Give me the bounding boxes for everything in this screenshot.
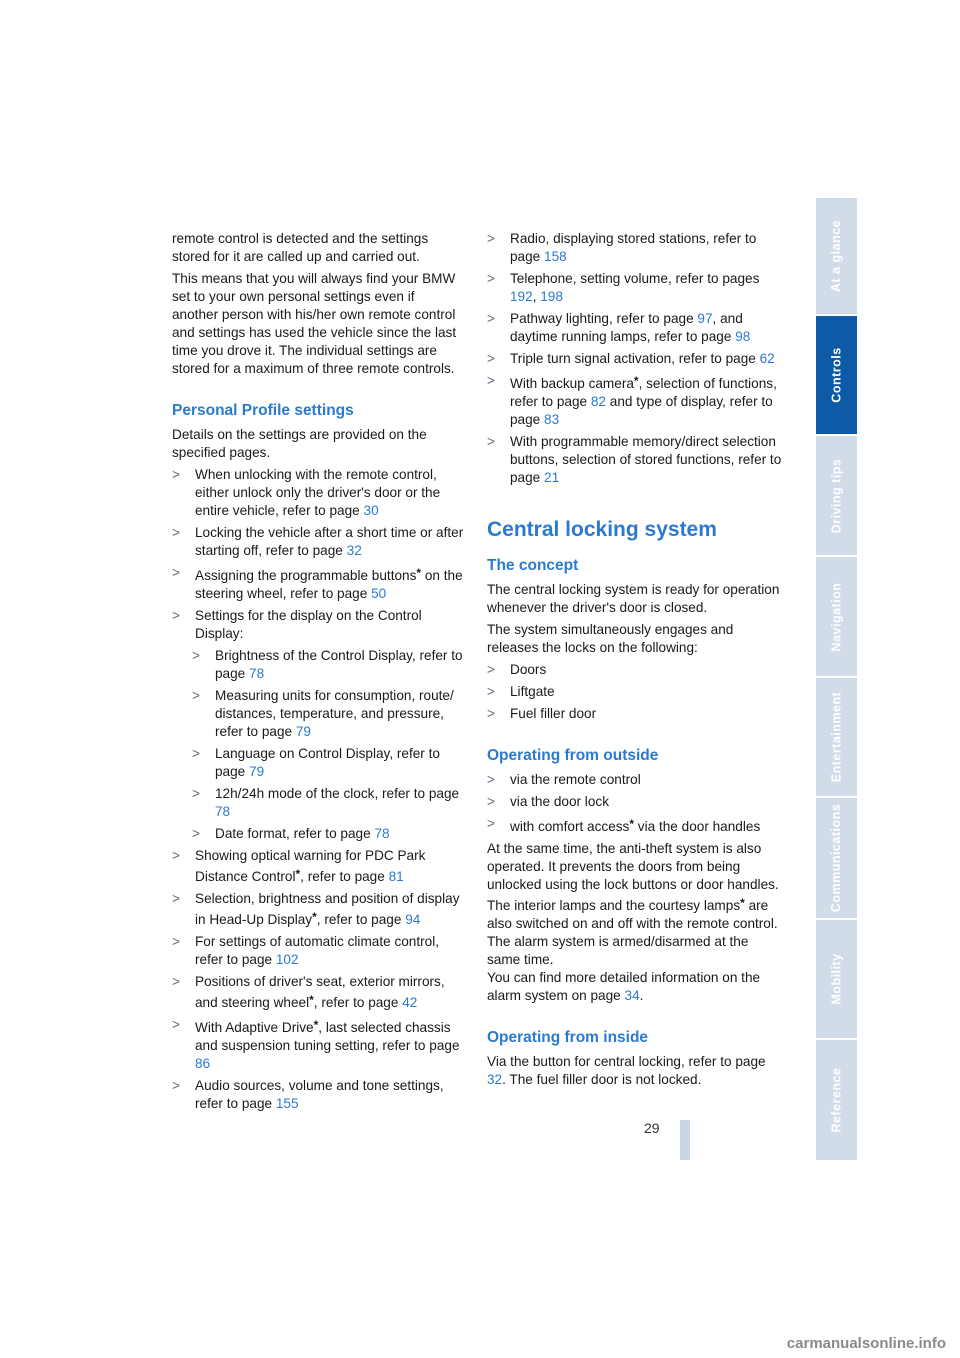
list-item: > With Adaptive Drive*, last selected chassis and suspension tuning setting, refer to page 86 [172, 1017, 460, 1071]
concept-paragraph-2: The system simultaneously engages and releases the locks on the following: [487, 622, 734, 655]
tab-controls[interactable]: Controls [816, 316, 857, 434]
page-link[interactable]: 30 [363, 503, 379, 518]
list-item: > Settings for the display on the Control Display: [172, 608, 422, 641]
tab-at-a-glance[interactable]: At a glance [816, 198, 857, 314]
details-paragraph: Details on the settings are provided on the specified pages. [172, 427, 427, 460]
tab-mobility[interactable]: Mobility [816, 920, 857, 1038]
list-item: > Selection, brightness and position of display in Head-Up Display*, refer to page 94 [172, 891, 460, 927]
heading-operating-inside: Operating from inside [487, 1029, 649, 1046]
heading-concept: The concept [487, 557, 579, 574]
list-item: > Pathway lighting, refer to page 97, and daytime running lamps, refer to page 98 [487, 311, 751, 344]
list-item: > Telephone, setting volume, refer to pages 192, 198 [487, 271, 760, 304]
page-link[interactable]: 198 [540, 289, 563, 304]
page-link[interactable]: 81 [388, 869, 404, 884]
page-link[interactable]: 94 [405, 912, 421, 927]
section-tabs [816, 198, 857, 1160]
list-item: > via the door lock [487, 794, 609, 809]
list-item: > Doors [487, 662, 547, 677]
page-link[interactable]: 98 [735, 329, 751, 344]
page-link[interactable]: 82 [590, 394, 606, 409]
page-link[interactable]: 192 [510, 289, 533, 304]
list-item: > Showing optical warning for PDC Park Distance Control*, refer to page 81 [172, 848, 426, 884]
tab-reference[interactable]: Reference [816, 1040, 857, 1160]
page-link[interactable]: 83 [544, 412, 560, 427]
sub-list-item: > 12h/24h mode of the clock, refer to page 78 [192, 786, 460, 819]
page-link[interactable]: 34 [624, 988, 640, 1003]
page-link[interactable]: 42 [402, 995, 418, 1010]
page-link[interactable]: 21 [544, 470, 560, 485]
sub-list-item: > Date format, refer to page 78 [192, 826, 390, 841]
list-item: > With programmable memory/direct selection buttons, selection of stored functions, refer to page 21 [487, 434, 782, 485]
list-item: > Positions of driver's seat, exterior mirrors, and steering wheel*, refer to page 42 [172, 974, 445, 1010]
list-item: > Locking the vehicle after a short time or after starting off, refer to page 32 [172, 525, 464, 558]
page-link[interactable]: 32 [487, 1072, 503, 1087]
list-item: > With backup camera*, selection of functions, refer to page 82 and type of display, refer to page 83 [487, 373, 777, 427]
sub-list-item: > Language on Control Display, refer to page 79 [192, 746, 440, 779]
left-column [172, 230, 464, 1117]
page-link[interactable]: 97 [697, 311, 713, 326]
right-column [487, 230, 782, 1093]
page-link[interactable]: 62 [759, 351, 775, 366]
list-item: > Assigning the programmable buttons* on the steering wheel, refer to page 50 [172, 565, 463, 601]
watermark: carmanualsonline.info [786, 1335, 946, 1352]
sub-list-item: > Brightness of the Control Display, refer to page 78 [192, 648, 463, 681]
list-item: > For settings of automatic climate control, refer to page 102 [172, 934, 440, 967]
page-number: 29 [644, 1120, 660, 1136]
list-item: > Liftgate [487, 684, 555, 699]
page-link[interactable]: 155 [275, 1096, 299, 1111]
concept-paragraph-1: The central locking system is ready for operation whenever the driver's door is closed. [487, 582, 780, 615]
intro-paragraph-2: This means that you will always find your BMW set to your own personal settings even if another person with his/her own remote control and settings has used the vehicle since the last time you drove it. The individual settings are stored for a maximum of three remote controls. [172, 271, 457, 376]
list-item: > with comfort access* via the door handles [487, 816, 761, 834]
tab-communications[interactable]: Communications [816, 798, 857, 918]
page-link[interactable]: 32 [346, 543, 362, 558]
page-link[interactable]: 78 [374, 826, 390, 841]
page-marker [680, 1120, 690, 1160]
intro-paragraph-1: remote control is detected and the settings stored for it are called up and carried out. [172, 231, 429, 264]
list-item: > Triple turn signal activation, refer to page 62 [487, 351, 775, 366]
page-link[interactable]: 158 [544, 249, 567, 264]
heading-personal-profile: Personal Profile settings [172, 402, 354, 419]
page-link[interactable]: 102 [275, 952, 299, 967]
tab-driving-tips[interactable]: Driving tips [816, 436, 857, 555]
outside-paragraph: At the same time, the anti-theft system is also operated. It prevents the doors from being unlocked using the lock buttons or door handles. The interior lamps and the courtesy lamps* are also switched on and off with the remote control. The alarm system is armed/disarmed at the same time. You can find more detailed information on the alarm system on page 34. [487, 841, 779, 1003]
page-link[interactable]: 78 [215, 804, 231, 819]
list-item: > Radio, displaying stored stations, refer to page 158 [487, 231, 757, 264]
page-link[interactable]: 79 [295, 724, 311, 739]
heading-central-locking: Central locking system [487, 518, 717, 541]
list-item: > via the remote control [487, 772, 641, 787]
list-item: > When unlocking with the remote control, either unlock only the driver's door or the entire vehicle, refer to page 30 [172, 467, 441, 518]
page-link[interactable]: 78 [249, 666, 265, 681]
heading-operating-outside: Operating from outside [487, 747, 659, 764]
page-link[interactable]: 50 [371, 586, 387, 601]
inside-paragraph: Via the button for central locking, refer to page 32. The fuel filler door is not locked. [487, 1054, 766, 1087]
tab-navigation[interactable]: Navigation [816, 557, 857, 676]
page-link[interactable]: 86 [195, 1056, 211, 1071]
list-item: > Audio sources, volume and tone settings, refer to page 155 [172, 1078, 444, 1111]
tab-entertainment[interactable]: Entertainment [816, 678, 857, 796]
sub-list-item: > Measuring units for consumption, route/ distances, temperature, and pressure, refer to page 79 [192, 688, 454, 739]
list-item: > Fuel filler door [487, 706, 597, 721]
option-star: * [416, 566, 422, 580]
page-link[interactable]: 79 [249, 764, 265, 779]
